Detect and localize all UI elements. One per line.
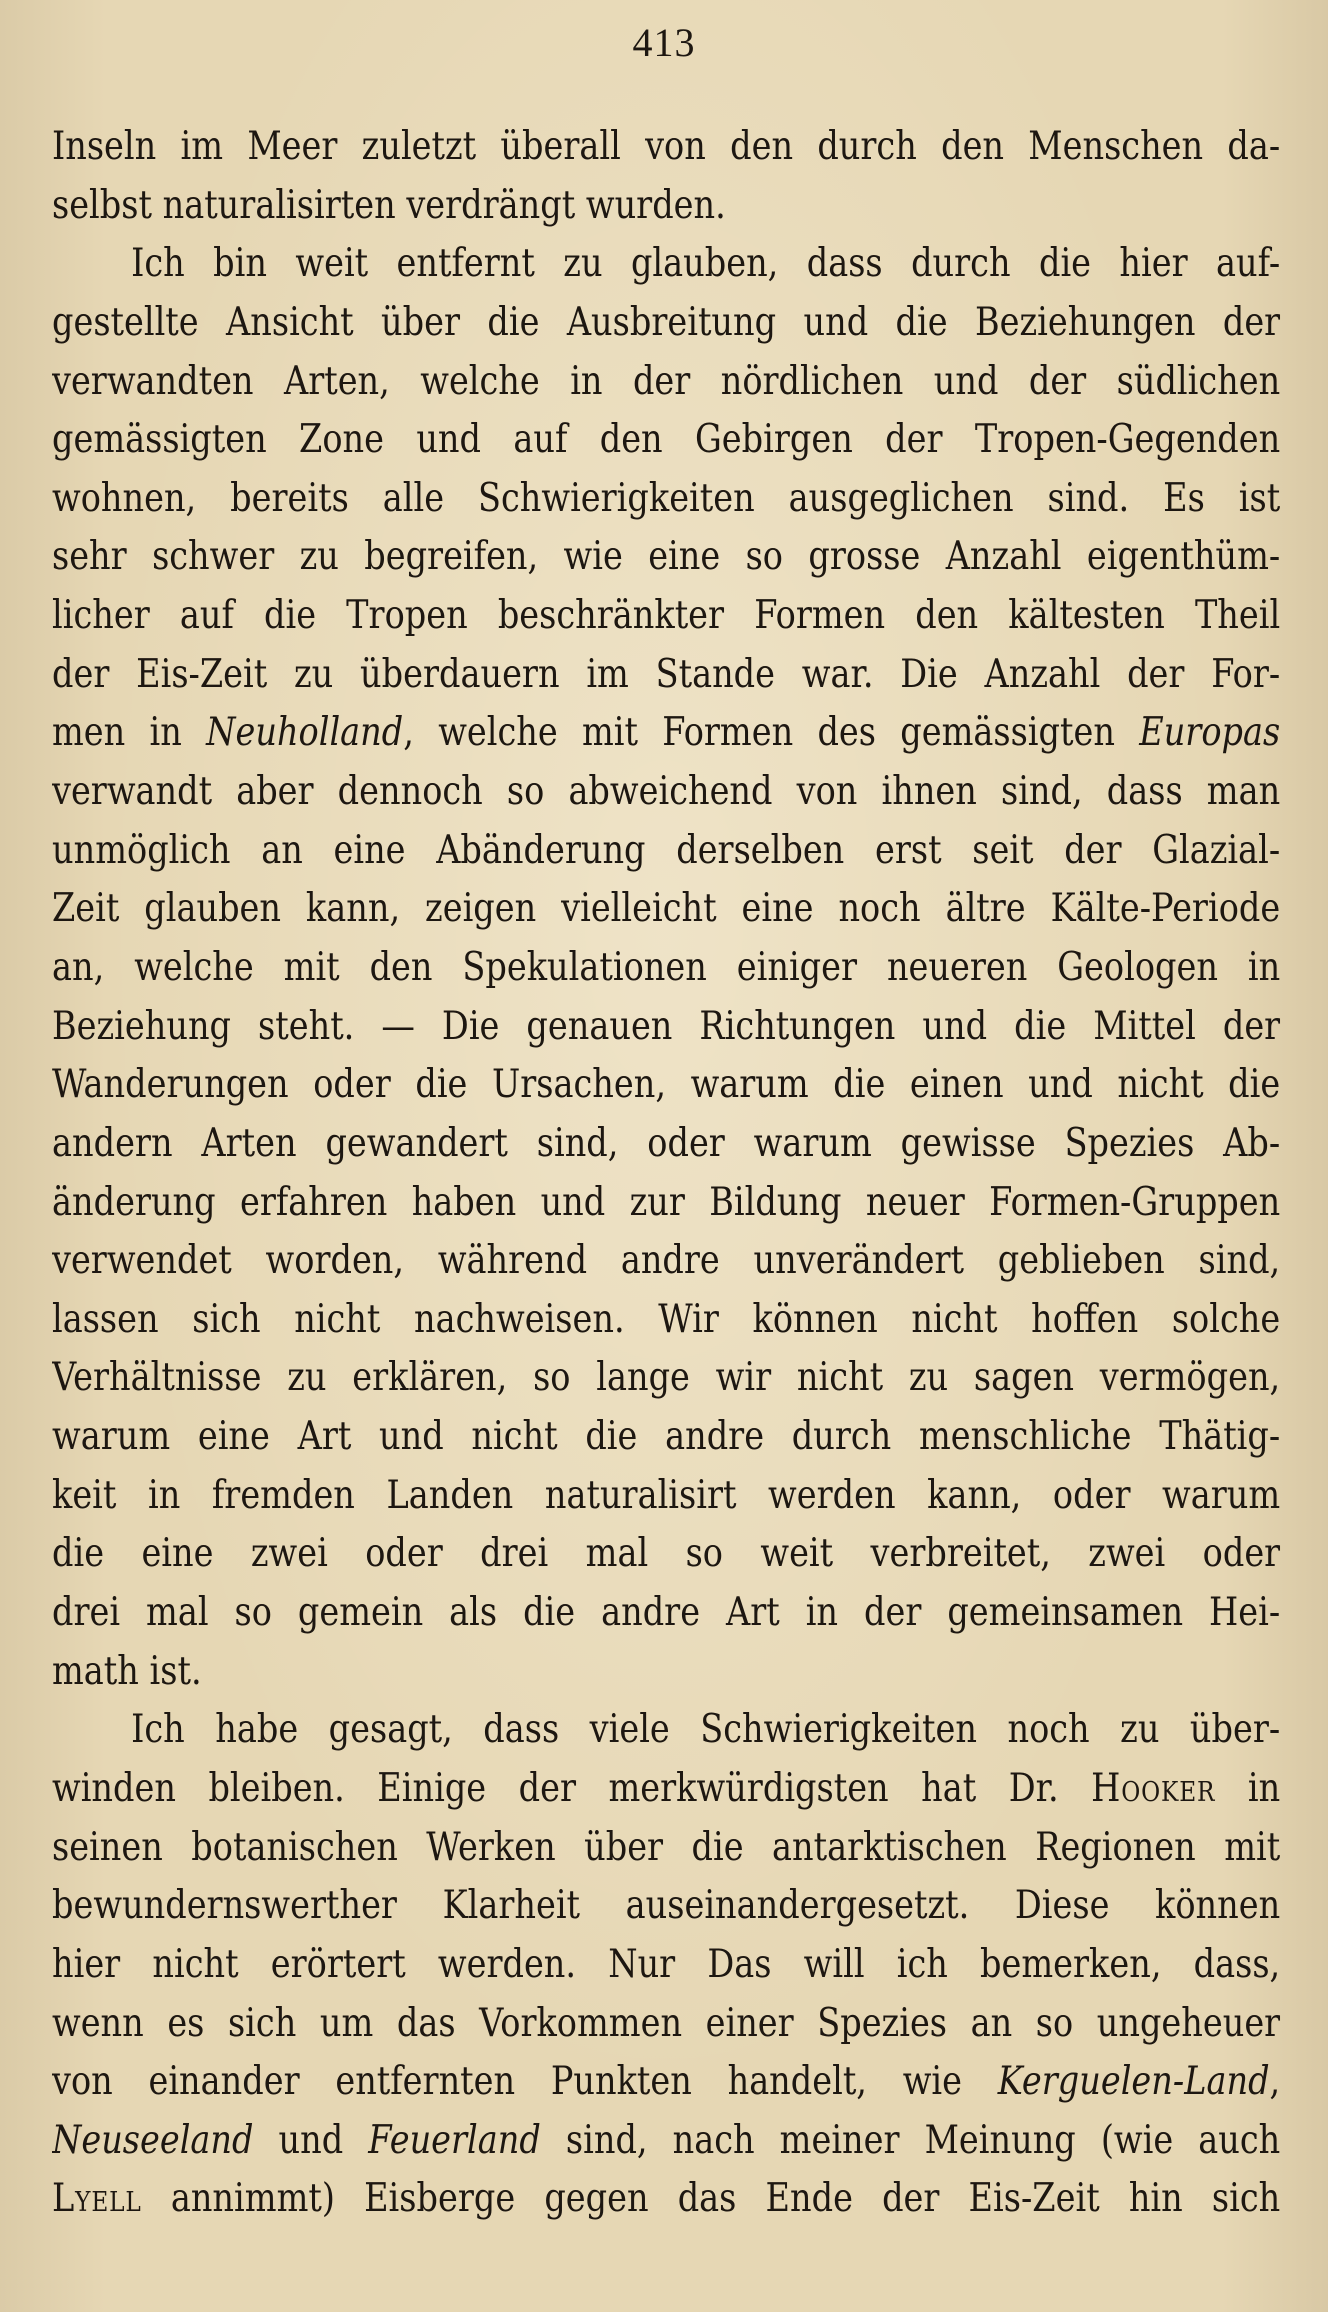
text-line: die eine zwei oder drei mal so weit verbreitet, zwei oder [52,1531,1281,1577]
place-name-neuholland: Neuholland [206,710,404,756]
text-line [52,1760,1280,1819]
text-run: , [1269,2059,1281,2105]
text-line: hier nicht erörtert werden. Nur Das will ich bemerken, dass, [52,1941,1281,1987]
place-name-neuseeland: Neuseeland [52,2117,254,2163]
text-run: von einander entfernten Punkten handelt, wie [52,2059,998,2105]
author-name-lyell: Lyell [52,2176,142,2222]
text-line: Wanderungen oder die Ursachen, warum die einen und nicht die [52,1062,1281,1108]
text-run: , welche mit Formen des gemässigten [403,710,1140,756]
text-line: gestellte Ansicht über die Ausbreitung und die Beziehungen der [52,299,1281,345]
text-run: winden bleiben. Einige der merkwürdigsten hat Dr. [52,1765,1092,1811]
paragraph-start-line: Ich habe gesagt, dass viele Schwierigkeiten noch zu über- [131,1707,1281,1753]
text-run: men in [52,710,207,756]
text-line: Zeit glauben kann, zeigen vielleicht eine noch ältre Kälte-Periode [52,886,1281,932]
text-line [52,2170,1280,2229]
text-line: wenn es sich um das Vorkommen einer Spezies an so ungeheuer [52,2000,1281,2046]
text-line: verwandt aber dennoch so abweichend von ihnen sind, dass man [52,769,1281,815]
text-line: selbst naturalisirten verdrängt wurden. [52,182,726,228]
text-line [52,2053,1280,2112]
page-number: 413 [632,20,696,65]
body-text [52,118,1280,2229]
text-line: Verhältnisse zu erklären, so lange wir nicht zu sagen vermögen, [52,1355,1281,1401]
place-name-feuerland: Feuerland [368,2117,541,2163]
text-line: lassen sich nicht nachweisen. Wir können nicht hoffen solche [52,1296,1281,1342]
text-line [52,2112,1280,2171]
text-line [52,704,1280,763]
text-line: drei mal so gemein als die andre Art in der gemeinsamen Hei- [52,1590,1281,1636]
text-line: verwendet worden, während andre unverändert geblieben sind, [52,1238,1281,1284]
text-line: änderung erfahren haben und zur Bildung neuer Formen-Gruppen [52,1179,1281,1225]
place-name-kerguelen-land: Kerguelen-Land [997,2059,1270,2105]
text-run: sind, nach meiner Meinung (wie auch [540,2117,1281,2163]
place-name-europas: Europas [1139,710,1281,756]
text-line: bewundernswerther Klarheit auseinandergesetzt. Diese können [52,1883,1281,1929]
text-line: der Eis-Zeit zu überdauern im Stande war. Die Anzahl der For- [52,651,1281,697]
text-line: keit in fremden Landen naturalisirt werden kann, oder warum [52,1472,1281,1518]
text-line: wohnen, bereits alle Schwierigkeiten ausgeglichen sind. Es ist [52,475,1281,521]
author-name-hooker: Hooker [1091,1765,1216,1811]
text-line: Beziehung steht. — Die genauen Richtungen und die Mittel der [52,1003,1281,1049]
text-line: warum eine Art und nicht die andre durch menschliche Thätig- [52,1414,1281,1460]
text-run: und [253,2117,369,2163]
text-line: seinen botanischen Werken über die antarktischen Regionen mit [52,1824,1281,1870]
text-line: verwandten Arten, welche in der nördlichen und der südlichen [52,358,1281,404]
text-run: in [1215,1765,1281,1811]
text-line: an, welche mit den Spekulationen einiger neueren Geologen in [52,944,1281,990]
text-line: unmöglich an eine Abänderung derselben erst seit der Glazial- [52,827,1281,873]
text-line: licher auf die Tropen beschränkter Formen den kältesten Theil [52,593,1281,639]
text-run: annimmt) Eisberge gegen das Ende der Eis-Zeit hin sich [141,2176,1281,2222]
text-line: sehr schwer zu begreifen, wie eine so grosse Anzahl eigenthüm- [52,534,1281,580]
text-line: andern Arten gewandert sind, oder warum gewisse Spezies Ab- [52,1120,1281,1166]
paragraph-start-line: Ich bin weit entfernt zu glauben, dass durch die hier auf- [131,241,1281,287]
text-line: math ist. [52,1648,202,1694]
text-line: Inseln im Meer zuletzt überall von den durch den Menschen da- [52,124,1281,169]
text-line: gemässigten Zone und auf den Gebirgen der Tropen-Gegenden [52,417,1281,463]
